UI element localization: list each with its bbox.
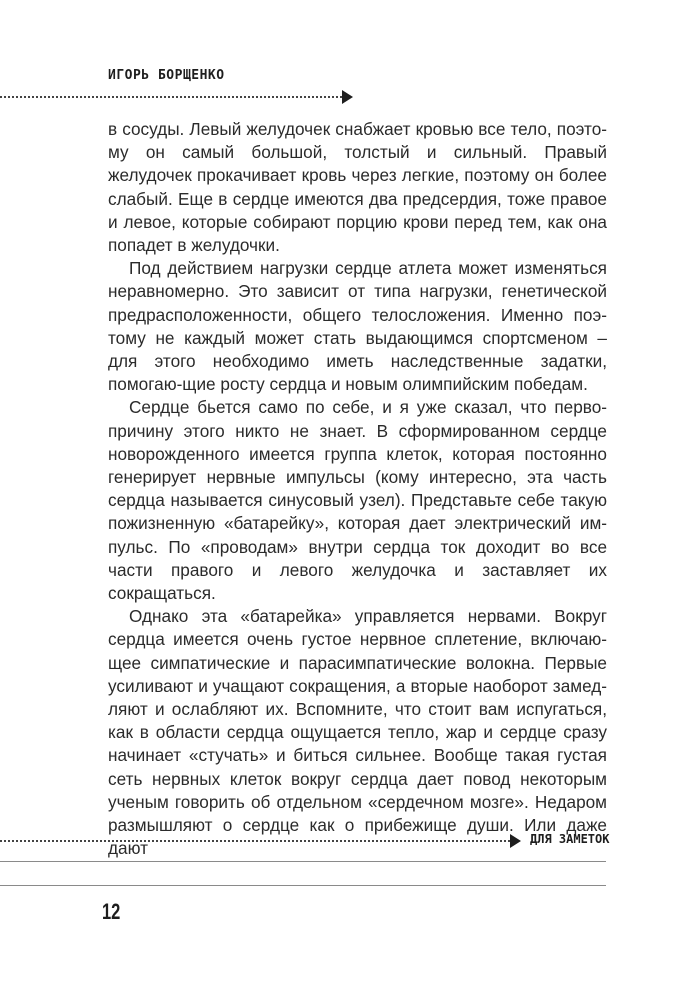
paragraph-3: Сердце бьется само по себе, и я уже сказал, что перво-причину этого никто не знает. В сформированном сердце новорожденного имеется группа клеток, которая постоянно генерирует нервные импульсы (кому интересно, эта часть сердца называется синусовый узел). Представьте себе такую пожизненную «батарейку», которая дает электрический им-пульс. По «проводам» внутри сердца ток доходит во все части правого и левого желудочка и заставляет их сокращаться. (108, 397, 607, 604)
body-text (108, 118, 610, 861)
paragraph-1: в сосуды. Левый желудочек снабжает кровью все тело, поэто-му он самый большой, толстый и сильный. Правый желудочек прокачивает кровь через легкие, поэтому он более слабый. Еще в сердце имеются два предсердия, тоже правое и левое, которые собирают порцию крови перед тем, как она попадет в желудочки. (108, 119, 607, 256)
paragraph-4: Однако эта «батарейка» управляется нервами. Вокруг сердца имеется очень густое нервное сплетение, включаю-щее симпатические и парасимпатические волокна. Первые усиливают и учащают сокращения, а вторые наоборот замед-ляют и ослабляют их. Вспомните, что стоит вам испугаться, как в области сердца ощущается тепло, жар и сердце сразу начинает «стучать» и биться сильнее. Вообще такая густая сеть нервных клеток вокруг сердца дает повод некоторым ученым говорить об отдельном «сердечном мозге». Недаром размышляют о сердце как о прибежище души. Или даже дают (108, 606, 607, 859)
notes-dotted-rule (0, 840, 510, 842)
paragraph-2: Под действием нагрузки сердце атлета может изменяться неравномерно. Это зависит от типа нагрузки, генетической предрасположенности, общего телосложения. Именно поэ-тому не каждый может стать выдающимся спортсменом – для этого необходимо иметь наследственные задатки, помогаю-щие росту сердца и новым олимпийским победам. (108, 258, 607, 395)
notes-arrow-icon (510, 834, 521, 848)
note-line (0, 885, 606, 886)
header-arrow-icon (342, 90, 353, 104)
page-number: 12 (102, 899, 121, 924)
header-dotted-rule (0, 96, 342, 98)
notes-label: ДЛЯ ЗАМЕТОК (530, 832, 610, 846)
running-head-author: ИГОРЬ БОРЩЕНКО (108, 68, 225, 83)
note-line (0, 861, 606, 862)
